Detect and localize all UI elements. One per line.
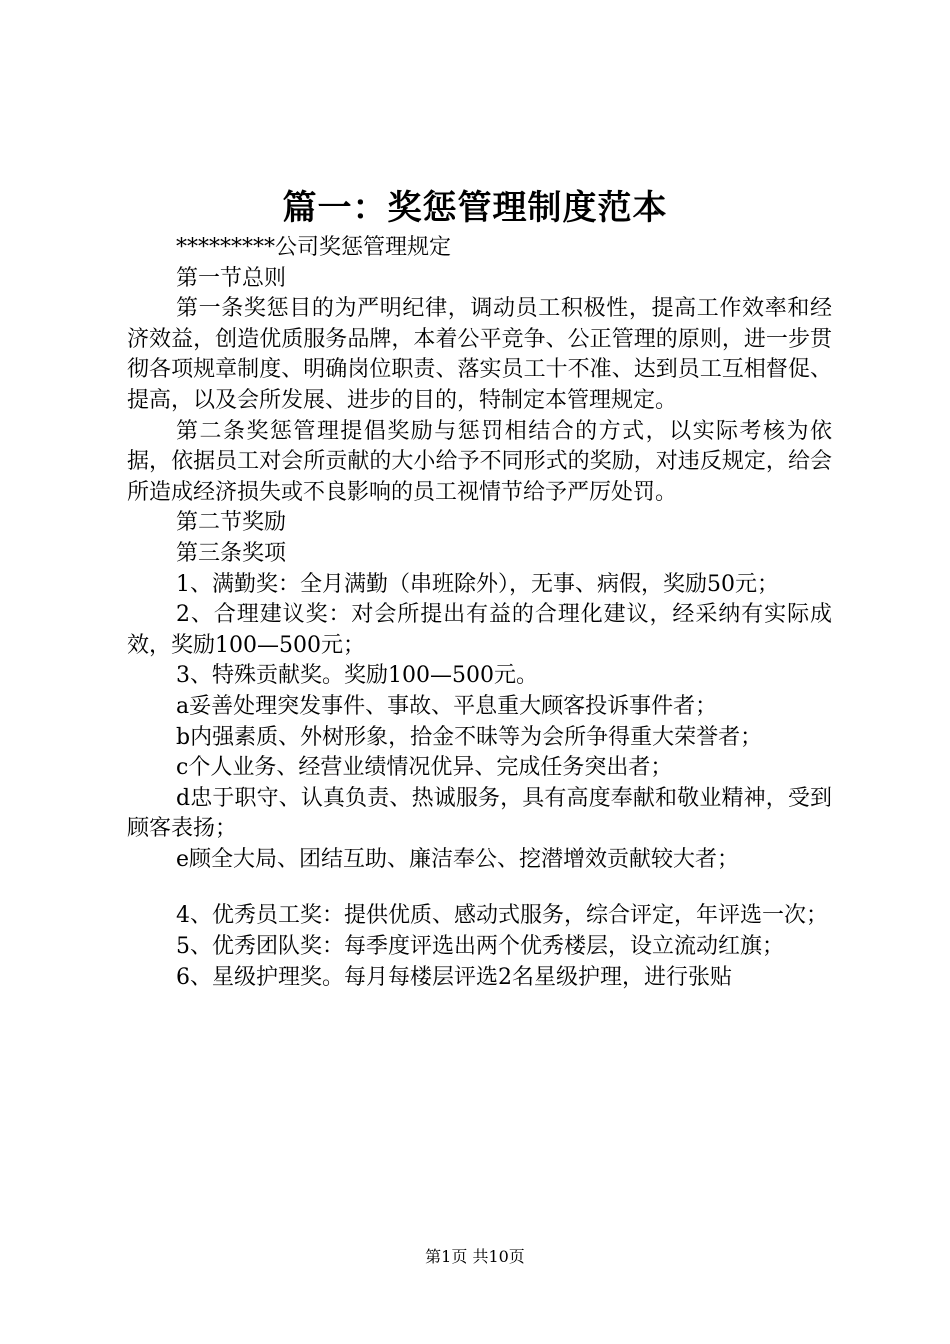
- page-footer: 第1页 共10页: [425, 1247, 525, 1266]
- sub-list-item: d忠于职守、认真负责、热诚服务，具有高度奉献和敬业精神，受到顾客表扬；: [127, 785, 832, 842]
- company-heading: *********公司奖惩管理规定: [176, 235, 452, 260]
- paragraph-gap: [127, 875, 832, 901]
- list-item: 4、优秀员工奖：提供优质、感动式服务，综合评定，年评选一次；: [176, 903, 828, 929]
- sub-list-item: a妥善处理突发事件、事故、平息重大顾客投诉事件者；: [176, 693, 718, 719]
- section-heading: 第一节总则: [176, 265, 287, 291]
- article-heading: 第三条奖项: [176, 540, 287, 566]
- document-title: 篇一：奖惩管理制度范本: [282, 188, 668, 228]
- sub-list-item: b内强素质、外树形象，拾金不昧等为会所争得重大荣誉者；: [176, 724, 763, 750]
- list-item: 6、星级护理奖。每月每楼层评选2名星级护理，进行张贴: [176, 964, 732, 990]
- sub-list-item: c个人业务、经营业绩情况优异、完成任务突出者；: [176, 755, 673, 781]
- list-item: 3、特殊贡献奖。奖励100—500元。: [176, 663, 538, 689]
- sub-list-item: e顾全大局、团结互助、廉洁奉公、挖潜增效贡献较大者；: [176, 846, 740, 872]
- document-body: [127, 233, 832, 993]
- paragraph: 第一条奖惩目的为严明纪律，调动员工积极性，提高工作效率和经济效益，创造优质服务品牌，本着公平竞争、公正管理的原则，进一步贯彻各项规章制度、明确岗位职责、落实员工十不准、达到员工互相督促、提高，以及会所发展、进步的目的，特制定本管理规定。: [127, 296, 832, 413]
- list-item: 5、优秀团队奖：每季度评选出两个优秀楼层，设立流动红旗；: [176, 934, 784, 960]
- list-item: 2、合理建议奖：对会所提出有益的合理化建议，经采纳有实际成效，奖励100—500元；: [127, 602, 832, 658]
- list-item: 1、满勤奖：全月满勤（串班除外），无事、病假，奖励50元；: [176, 571, 779, 597]
- section-heading: 第二节奖励: [176, 510, 287, 536]
- paragraph: 第二条奖惩管理提倡奖励与惩罚相结合的方式，以实际考核为依据，依据员工对会所贡献的大小给予不同形式的奖励，对违反规定，给会所造成经济损失或不良影响的员工视情节给予严厉处罚。: [127, 418, 832, 505]
